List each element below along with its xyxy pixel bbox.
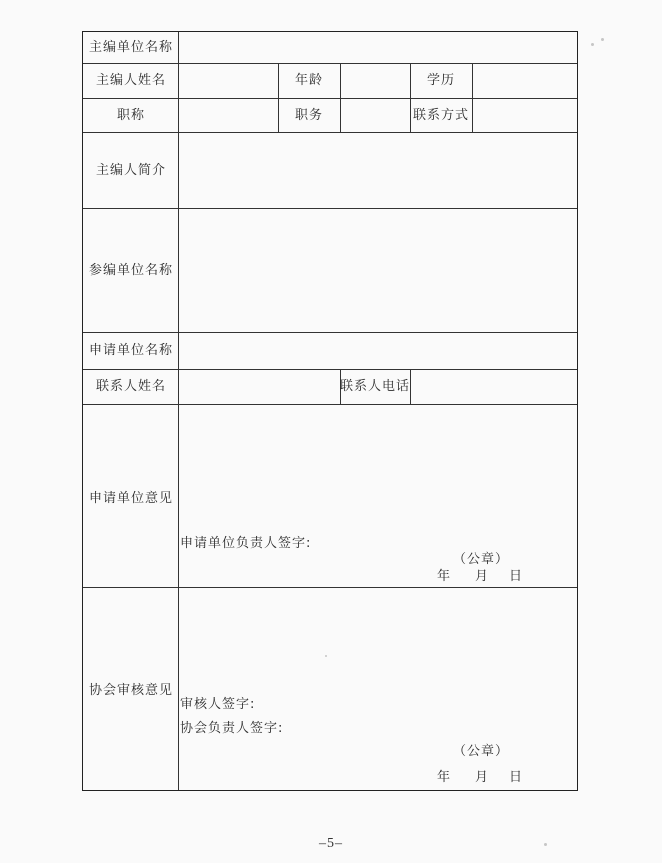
contact-person-phone-label: 联系人电话 — [339, 379, 411, 394]
association-date-month: 月 — [475, 770, 490, 785]
age-label: 年龄 — [294, 73, 324, 88]
chief-editor-name-label: 主编人姓名 — [95, 73, 167, 88]
chief-editor-unit-name-label: 主编单位名称 — [88, 40, 174, 55]
contact-method-field[interactable] — [473, 99, 577, 132]
participating-units-field[interactable] — [179, 209, 577, 332]
column-divider — [410, 63, 411, 132]
education-label: 学历 — [426, 73, 456, 88]
applicant-unit-name-label: 申请单位名称 — [88, 343, 174, 358]
column-divider — [278, 63, 279, 132]
scan-speck — [601, 38, 604, 41]
page-number: –5– — [319, 836, 343, 851]
chief-editor-intro-label: 主编人简介 — [95, 163, 167, 178]
scan-speck — [591, 43, 594, 46]
contact-person-phone-field[interactable] — [411, 370, 577, 404]
association-seal-label: （公章） — [453, 744, 510, 759]
chief-editor-intro-field[interactable] — [179, 133, 577, 208]
contact-person-name-field[interactable] — [179, 370, 340, 404]
application-form-table — [82, 31, 578, 791]
association-date-day: 日 — [509, 770, 524, 785]
applicant-seal-label: （公章） — [453, 552, 510, 567]
applicant-date-month: 月 — [475, 569, 490, 584]
applicant-unit-name-field[interactable] — [179, 333, 577, 369]
applicant-date-year: 年 — [437, 569, 452, 584]
association-review-field[interactable] — [179, 588, 577, 696]
association-date-year: 年 — [437, 770, 452, 785]
applicant-date-day: 日 — [509, 569, 524, 584]
participating-units-label: 参编单位名称 — [88, 263, 174, 278]
chief-editor-unit-name-field[interactable] — [179, 32, 577, 63]
applicant-head-signature-label: 申请单位负责人签字: — [180, 536, 312, 551]
position-label: 职务 — [294, 108, 324, 123]
education-field[interactable] — [473, 64, 577, 98]
professional-title-field[interactable] — [179, 99, 278, 132]
contact-method-label: 联系方式 — [412, 108, 470, 123]
professional-title-label: 职称 — [116, 108, 146, 123]
contact-person-name-label: 联系人姓名 — [95, 379, 167, 394]
chief-editor-name-field[interactable] — [179, 64, 278, 98]
reviewer-signature-label: 审核人签字: — [180, 697, 256, 712]
scan-speck — [544, 843, 547, 846]
association-head-signature-label: 协会负责人签字: — [180, 721, 284, 736]
association-review-label: 协会审核意见 — [88, 683, 174, 698]
age-field[interactable] — [341, 64, 410, 98]
applicant-opinion-label: 申请单位意见 — [88, 491, 174, 506]
position-field[interactable] — [341, 99, 410, 132]
applicant-opinion-field[interactable] — [179, 405, 577, 535]
